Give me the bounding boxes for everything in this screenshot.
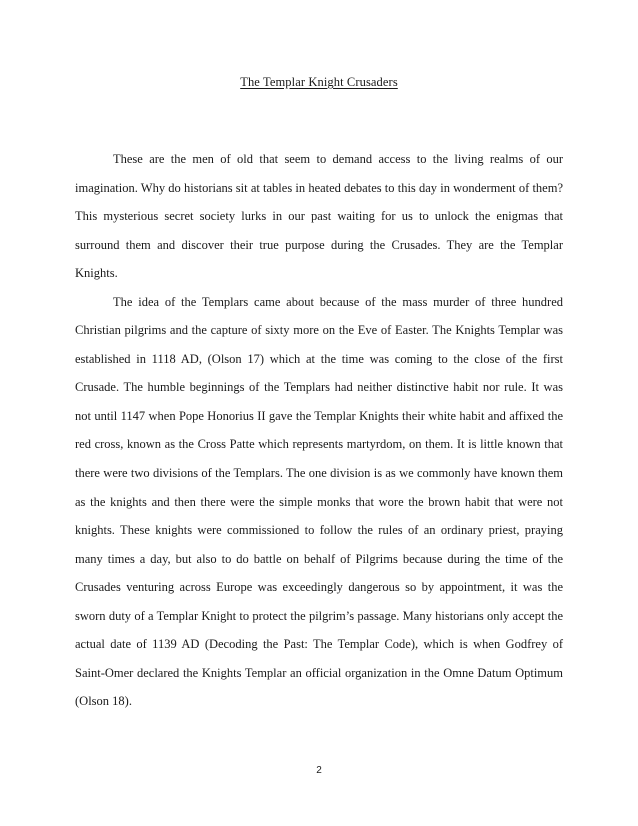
document-body bbox=[75, 149, 563, 720]
text-line: Saint-Omer declared the Knights Templar an official organization in the Omne Datum Optimum bbox=[75, 665, 563, 680]
text-line: red cross, known as the Cross Patte which represents martyrdom, on them. It is little known that bbox=[75, 437, 563, 452]
text-line: imagination. Why do historians sit at tables in heated debates to this day in wonderment of them? bbox=[75, 180, 563, 195]
text-line: (Olson 18). bbox=[75, 694, 132, 709]
text-line: knights. These knights were commissioned to follow the rules of an ordinary priest, praying bbox=[75, 523, 563, 538]
text-line: Knights. bbox=[75, 266, 118, 281]
text-line: actual date of 1139 AD (Decoding the Past: The Templar Code), which is when Godfrey of bbox=[75, 637, 563, 652]
text-line: many times a day, but also to do battle on behalf of Pilgrims because during the time of the bbox=[75, 551, 563, 566]
paragraph bbox=[75, 292, 563, 720]
text-line: Christian pilgrims and the capture of sixty more on the Eve of Easter. The Knights Templar was bbox=[75, 323, 563, 338]
page-number: 2 bbox=[316, 765, 322, 776]
paragraph bbox=[75, 149, 563, 292]
text-line: The idea of the Templars came about because of the mass murder of three hundred bbox=[113, 294, 563, 309]
document-title: The Templar Knight Crusaders bbox=[240, 75, 398, 89]
text-line: sworn duty of a Templar Knight to protect the pilgrim’s passage. Many historians only accept the bbox=[75, 608, 563, 623]
text-line: established in 1118 AD, (Olson 17) which at the time was coming to the close of the first bbox=[75, 351, 563, 366]
text-line: Crusade. The humble beginnings of the Templars had neither distinctive habit nor rule. It was bbox=[75, 380, 563, 395]
text-line: not until 1147 when Pope Honorius II gave the Templar Knights their white habit and affixed the bbox=[75, 408, 563, 423]
text-line: This mysterious secret society lurks in our past waiting for us to unlock the enigmas that bbox=[75, 209, 563, 224]
text-line: Crusades venturing across Europe was exceedingly dangerous so by appointment, it was the bbox=[75, 580, 563, 595]
text-line: as the knights and then there were the simple monks that wore the brown habit that were not bbox=[75, 494, 563, 509]
text-line: there were two divisions of the Templars. The one division is as we commonly have known them bbox=[75, 466, 563, 481]
text-line: These are the men of old that seem to demand access to the living realms of our bbox=[113, 152, 563, 166]
text-line: surround them and discover their true purpose during the Crusades. They are the Templar bbox=[75, 237, 563, 252]
